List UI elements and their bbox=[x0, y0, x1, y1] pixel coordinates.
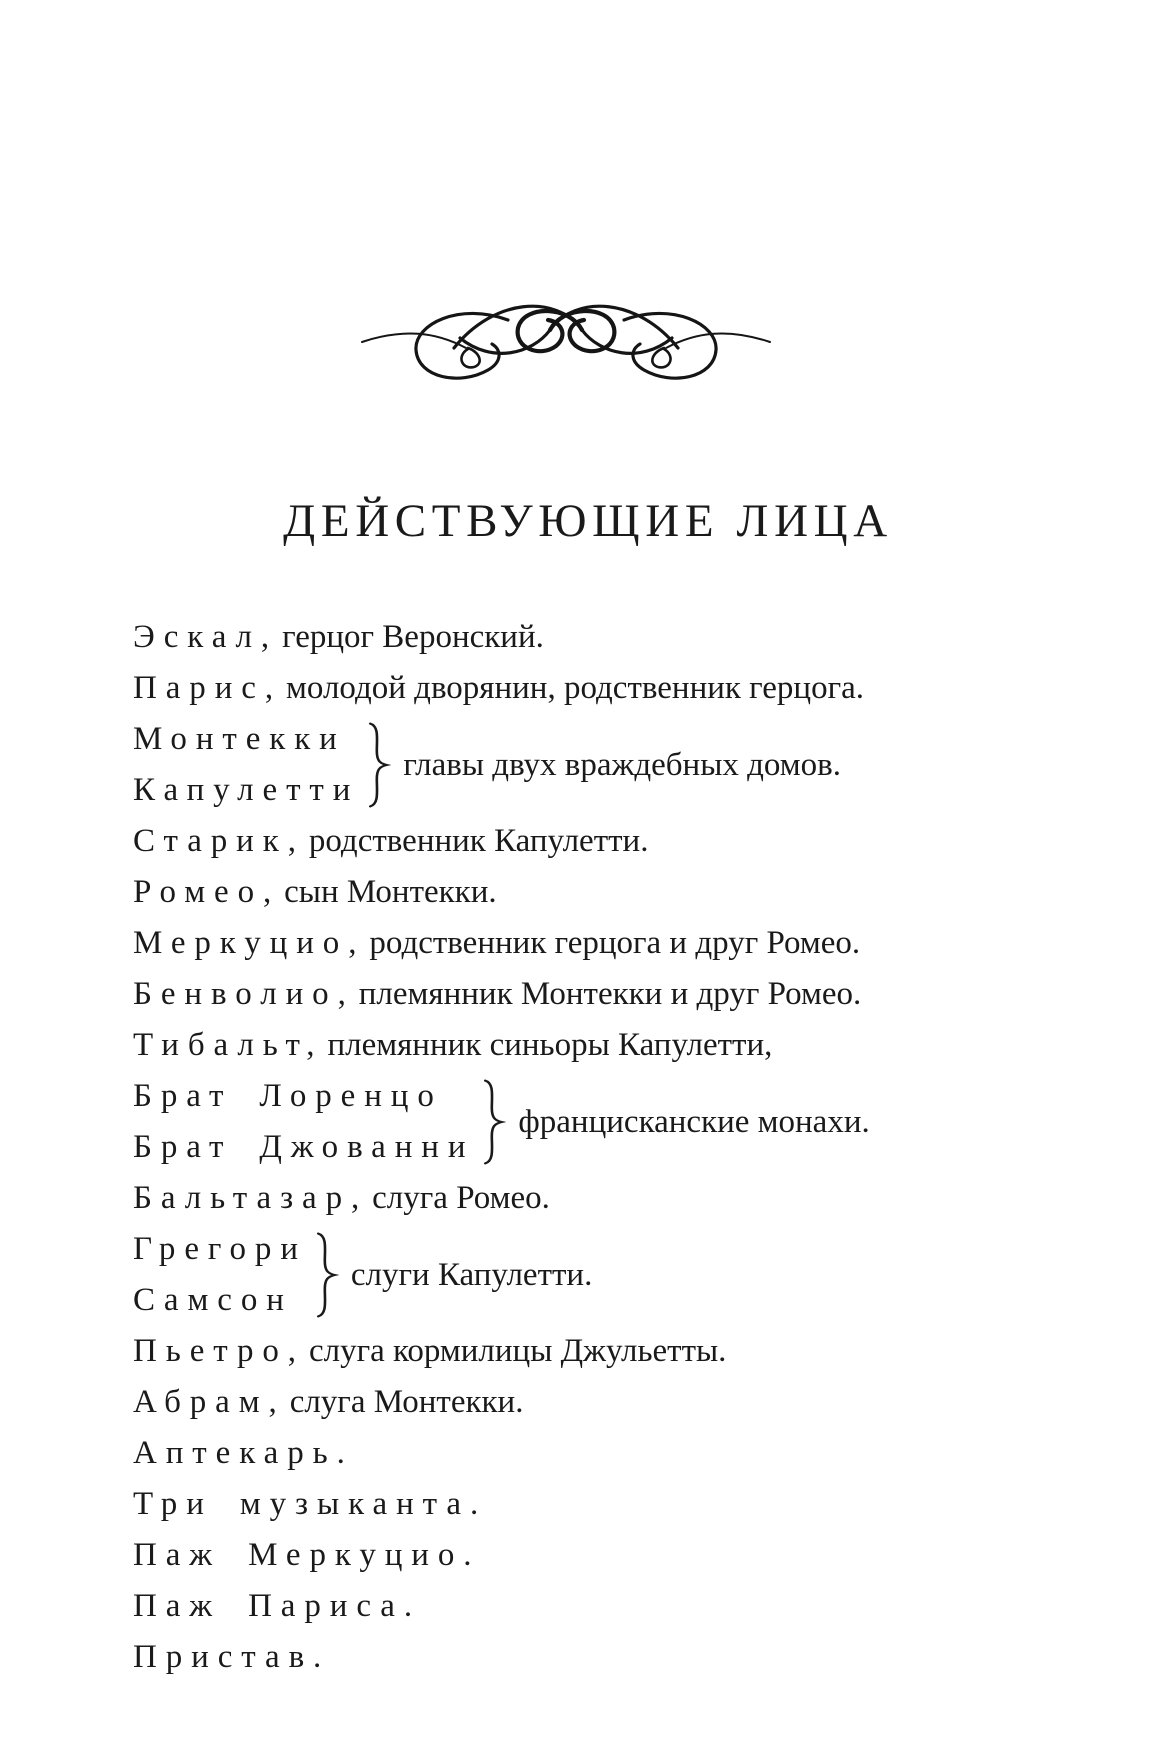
cast-group bbox=[133, 1224, 1146, 1326]
character-name: Три музыканта. bbox=[133, 1486, 488, 1522]
character-description: слуга кормилицы Джульетты. bbox=[308, 1333, 727, 1369]
cast-line bbox=[133, 918, 1146, 969]
cast-line bbox=[133, 1326, 1146, 1377]
cast-line bbox=[133, 1632, 1146, 1683]
group-description: францисканские монахи. bbox=[518, 1103, 870, 1140]
group-names bbox=[133, 1224, 307, 1326]
cast-line bbox=[133, 867, 1146, 918]
cast-list bbox=[133, 612, 1146, 1683]
cast-line bbox=[133, 969, 1146, 1020]
character-name: Паж Париса. bbox=[133, 1588, 422, 1624]
character-name: Брат Лоренцо bbox=[133, 1078, 443, 1114]
cast-line bbox=[133, 1581, 1146, 1632]
group-description: слуги Капулетти. bbox=[350, 1256, 593, 1293]
character-description: племянник Монтекки и друг Ромео. bbox=[358, 976, 862, 1012]
character-name: Паж Меркуцио. bbox=[133, 1537, 481, 1573]
cast-line bbox=[133, 1530, 1146, 1581]
cast-line bbox=[133, 1020, 1146, 1071]
character-name: Монтекки bbox=[133, 721, 346, 757]
brace-icon bbox=[315, 1231, 339, 1319]
group-names bbox=[133, 1071, 474, 1173]
cast-group bbox=[133, 1071, 1146, 1173]
cast-line bbox=[133, 1479, 1146, 1530]
character-name: Самсон bbox=[133, 1282, 293, 1318]
character-description: сын Монтекки. bbox=[284, 874, 497, 910]
cast-line bbox=[133, 612, 1146, 663]
group-names bbox=[133, 714, 359, 816]
character-name: Старик, bbox=[133, 823, 305, 859]
cast-line bbox=[133, 1377, 1146, 1428]
character-name: Эскал, bbox=[133, 619, 279, 655]
cast-group bbox=[133, 714, 1146, 816]
character-description: родственник Капулетти. bbox=[308, 823, 649, 859]
cast-line bbox=[133, 663, 1146, 714]
character-name: Бенволио, bbox=[133, 976, 355, 1012]
character-name: Аптекарь. bbox=[133, 1435, 354, 1471]
character-description: родственник герцога и друг Ромео. bbox=[369, 925, 861, 961]
character-name: Бальтазар, bbox=[133, 1180, 369, 1216]
cast-line bbox=[133, 816, 1146, 867]
character-description: племянник синьоры Капулетти, bbox=[327, 1027, 773, 1063]
cast-line bbox=[133, 1173, 1146, 1224]
character-description: молодой дворянин, родственник герцога. bbox=[286, 670, 865, 706]
brace-icon bbox=[482, 1078, 506, 1166]
flourish-ornament-icon bbox=[356, 292, 776, 384]
cast-line bbox=[133, 1428, 1146, 1479]
character-name: Ромео, bbox=[133, 874, 281, 910]
character-name: Пьетро, bbox=[133, 1333, 305, 1369]
brace-icon bbox=[367, 721, 391, 809]
page-title: ДЕЙСТВУЮЩИЕ ЛИЦА bbox=[283, 495, 893, 547]
character-name: Грегори bbox=[133, 1231, 307, 1267]
group-description: главы двух враждебных домов. bbox=[403, 746, 841, 783]
character-name: Тибальт, bbox=[133, 1027, 324, 1063]
character-name: Парис, bbox=[133, 670, 282, 706]
character-name: Абрам, bbox=[133, 1384, 286, 1420]
character-description: герцог Веронский. bbox=[282, 619, 544, 655]
character-name: Капулетти bbox=[133, 772, 360, 808]
character-name: Меркуцио, bbox=[133, 925, 366, 961]
character-name: Брат Джованни bbox=[133, 1129, 475, 1165]
character-description: слуга Монтекки. bbox=[289, 1384, 524, 1420]
character-name: Пристав. bbox=[133, 1639, 331, 1675]
character-description: слуга Ромео. bbox=[372, 1180, 550, 1216]
